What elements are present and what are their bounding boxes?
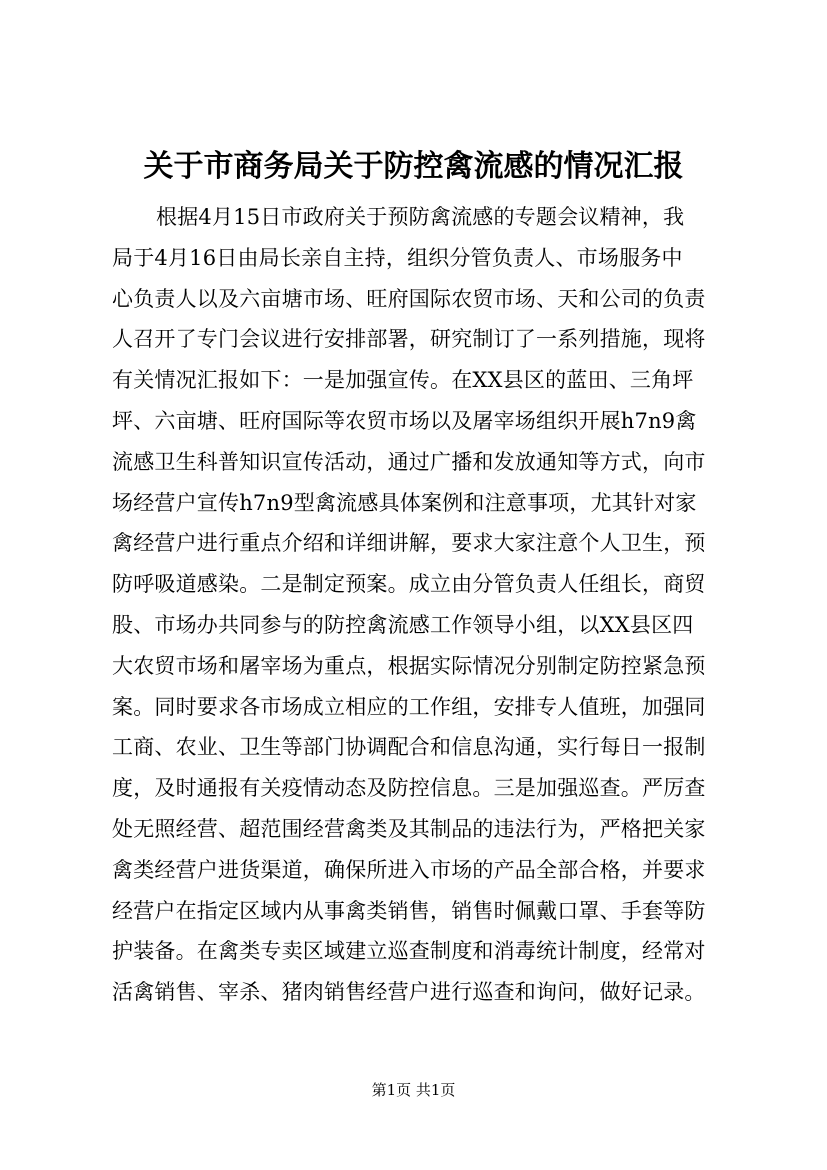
body-line: 坪、六亩塘、旺府国际等农贸市场以及屠宰场组织开展h7n9禽 [112,408,697,433]
body-line: 禽类经营户进货渠道，确保所进入市场的产品全部合格，并要求 [112,857,706,882]
body-line: 局于4月16日由局长亲自主持，组织分管负责人、市场服务中 [112,245,683,270]
body-line: 根据4月15日市政府关于预防禽流感的专题会议精神，我 [156,205,685,229]
body-line: 股、市场办共同参与的防控禽流感工作领导小组，以XX县区四 [112,612,694,637]
body-line: 流感卫生科普知识宣传活动，通过广播和发放通知等方式，向市 [112,449,706,474]
body-line: 大农贸市场和屠宰场为重点，根据实际情况分别制定防控紧急预 [112,653,706,678]
document-body [112,197,722,1013]
body-line: 人召开了专门会议进行安排部署，研究制订了一系列措施，现将 [112,327,706,352]
body-line: 心负责人以及六亩塘市场、旺府国际农贸市场、天和公司的负责 [112,286,706,311]
body-line: 处无照经营、超范围经营禽类及其制品的违法行为，严格把关家 [112,816,706,841]
page-number: 第1页 共1页 [371,1081,456,1099]
body-line: 禽经营户进行重点介绍和详细讲解，要求大家注意个人卫生，预 [112,531,706,556]
body-line: 工商、农业、卫生等部门协调配合和信息沟通，实行每日一报制 [112,735,706,760]
body-line: 案。同时要求各市场成立相应的工作组，安排专人值班，加强同 [112,694,706,719]
document-title: 关于市商务局关于防控禽流感的情况汇报 [143,149,684,184]
body-line: 护装备。在禽类专卖区域建立巡查制度和消毒统计制度，经常对 [112,939,706,964]
body-line: 有关情况汇报如下：一是加强宣传。在XX县区的蓝田、三角坪 [112,368,694,393]
body-line: 活禽销售、宰杀、猪肉销售经营户进行巡查和询问，做好记录。 [112,980,706,1005]
body-line: 场经营户宣传h7n9型禽流感具体案例和注意事项，尤其针对家 [112,490,697,515]
body-line: 度，及时通报有关疫情动态及防控信息。三是加强巡查。严厉查 [112,776,706,801]
body-line: 防呼吸道感染。二是制定预案。成立由分管负责人任组长，商贸 [112,572,706,597]
body-line: 经营户在指定区域内从事禽类销售，销售时佩戴口罩、手套等防 [112,898,706,923]
